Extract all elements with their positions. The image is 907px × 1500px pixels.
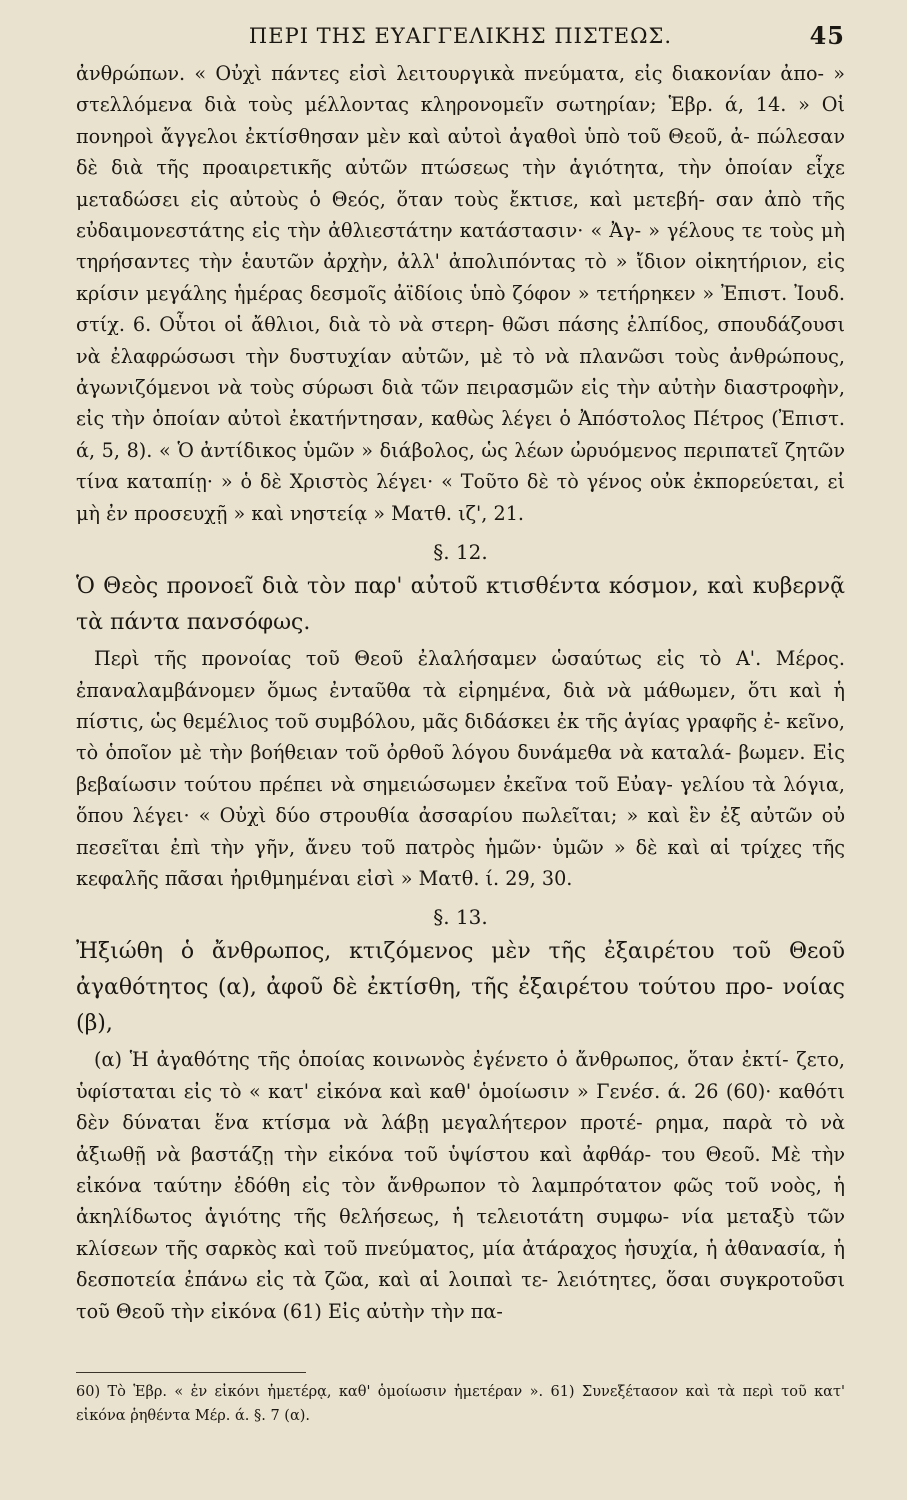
running-title: ΠΕΡΙ ΤΗΣ ΕΥΑΓΓΕΛΙΚΗΣ ΠΙΣΤΕΩΣ.	[248, 24, 673, 48]
section-number: §. 13.	[433, 905, 488, 930]
section-text: Περὶ τῆς προνοίας τοῦ Θεοῦ ἐλαλήσαμεν ὡσαύτως εἰς τὸ Α'. Μέρος. ἐπαναλαμβάνομεν ὅμως ἐνταῦθα τὰ εἰρημένα, διὰ νὰ μάθωμεν, ὅτι καὶ ἡ πίστις, ὡς θεμέλιος τοῦ συμβόλου, μᾶς διδάσκει ἐκ τῆς ἁγίας γραφῆς ἐ- κεῖνο, τὸ ὁποῖον μὲ τὴν βοήθειαν τοῦ ὀρθοῦ λόγου δυνάμεθα νὰ καταλά- βωμεν. Εἰς βεβαίωσιν τούτου πρέπει νὰ σημειώσωμεν ἐκεῖνα τοῦ Εὐαγ- γελίου τὰ λόγια, ὅπου λέγει· « Οὐχὶ δύο στρουθία ἀσσαρίου πωλεῖται; » καὶ ἓν ἐξ αὐτῶν οὐ πεσεῖται ἐπὶ τὴν γῆν, ἄνευ τοῦ πατρὸς ἡμῶν· ὑμῶν » δὲ καὶ αἱ τρίχες τῆς κεφαλῆς πᾶσαι ἠριθμημέναι εἰσὶ » Ματθ. ί. 29, 30.	[76, 647, 845, 890]
footnotes: 60) Τὸ Ἑβρ. « ἐν εἰκόνι ἡμετέρᾳ, καθ' ὁμοίωσιν ἡμετέραν ». 61) Συνεξέτασον καὶ τὰ περὶ τοῦ κατ' εἰκόνα ῥηθέντα Μέρ. ά. §. 7 (α).	[76, 1384, 845, 1424]
body-paragraph: ἀνθρώπων. « Οὐχὶ πάντες εἰσὶ λειτουργικὰ πνεύματα, εἰς διακονίαν ἀπο- » στελλόμενα διὰ τοὺς μέλλοντας κληρονομεῖν σωτηρίαν; Ἑβρ. ά, 14. » Οἱ πονηροὶ ἄγγελοι ἐκτίσθησαν μὲν καὶ αὐτοὶ ἀγαθοὶ ὑπὸ τοῦ Θεοῦ, ἀ- πώλεσαν δὲ διὰ τῆς προαιρετικῆς αὐτῶν πτώσεως τὴν ἁγιότητα, τὴν ὁποίαν εἶχε μεταδώσει εἰς αὐτοὺς ὁ Θεός, ὅταν τοὺς ἔκτισε, καὶ μετεβή- σαν ἀπὸ τῆς εὐδαιμονεστάτης εἰς τὴν ἀθλιεστάτην κατάστασιν· « Ἀγ- » γέλους τε τοὺς μὴ τηρήσαντες τὴν ἑαυτῶν ἀρχὴν, ἀλλ' ἀπολιπόντας τὸ » ἴδιον οἰκητήριον, εἰς κρίσιν μεγάλης ἡμέρας δεσμοῖς ἀϊδίοις ὑπὸ ζόφον » τετήρηκεν » Ἐπιστ. Ἰουδ. στίχ. 6. Οὗτοι οἱ ἄθλιοι, διὰ τὸ νὰ στερη- θῶσι πάσης ἐλπίδος, σπουδάζουσι νὰ ἐλαφρώσωσι τὴν δυστυχίαν αὐτῶν, μὲ τὸ νὰ πλανῶσι τοὺς ἀνθρώπους, ἀγωνιζόμενοι νὰ τοὺς σύρωσι διὰ τῶν πειρασμῶν εἰς τὴν αὐτὴν διαστροφὴν, εἰς τὴν ὁποίαν αὐτοὶ ἐκατήντησαν, καθὼς λέγει ὁ Ἀπόστολος Πέτρος (Ἐπιστ. ά, 5, 8). « Ὁ ἀντίδικος ὑμῶν » διάβολος, ὡς λέων ὠρυόμενος περιπατεῖ ζητῶν τίνα καταπίῃ· » ὁ δὲ Χριστὸς λέγει· « Τοῦτο δὲ τὸ γένος οὐκ ἐκπορεύεται, εἰ μὴ ἐν προσευχῇ » καὶ νηστείᾳ » Ματθ. ιζ', 21.	[76, 62, 845, 525]
section-heading: Ὁ Θεὸς προνοεῖ διὰ τὸν παρ' αὐτοῦ κτισθέντα κόσμον, καὶ κυβερνᾷ τὰ πάντα πανσόφως.	[76, 574, 845, 636]
section-number: §. 12.	[433, 540, 488, 565]
section-heading: Ἠξιώθη ὁ ἄνθρωπος, κτιζόμενος μὲν τῆς ἐξαιρέτου τοῦ Θεοῦ ἀγαθότητος (α), ἀφοῦ δὲ ἐκτίσθη, τῆς ἐξαιρέτου τούτου προ- νοίας (β),	[76, 939, 845, 1037]
page-number: 45	[809, 21, 845, 50]
page-body	[76, 58, 845, 1327]
running-header	[76, 14, 845, 58]
section-note: (α) Ἡ ἀγαθότης τῆς ὁποίας κοινωνὸς ἐγένετο ὁ ἄνθρωπος, ὅταν ἐκτί- ζετο, ὑφίσταται εἰς τὸ « κατ' εἰκόνα καὶ καθ' ὁμοίωσιν » Γενέσ. ά. 26 (60)· καθότι δὲν δύναται ἕνα κτίσμα νὰ λάβῃ μεγαλήτερον προτέ- ρημα, παρὰ τὸ νὰ ἀξιωθῇ νὰ βαστάζῃ τὴν εἰκόνα τοῦ ὑψίστου καὶ ἀφθάρ- του Θεοῦ. Μὲ τὴν εἰκόνα ταύτην ἐδόθη εἰς τὸν ἄνθρωπον τὸ λαμπρότατον φῶς τοῦ νοὸς, ἡ ἀκηλίδωτος ἁγιότης τῆς θελήσεως, ἡ τελειοτάτη συμφω- νία μεταξὺ τῶν κλίσεων τῆς σαρκὸς καὶ τοῦ πνεύματος, μία ἀτάραχος ἡσυχία, ἡ ἀθανασία, ἡ δεσποτεία ἐπάνω εἰς τὰ ζῶα, καὶ αἱ λοιπαὶ τε- λειότητες, ὅσαι συγκροτοῦσι τοῦ Θεοῦ τὴν εἰκόνα (61) Εἰς αὐτὴν τὴν πα-	[76, 1048, 845, 1323]
footnote-rule	[76, 1372, 306, 1373]
